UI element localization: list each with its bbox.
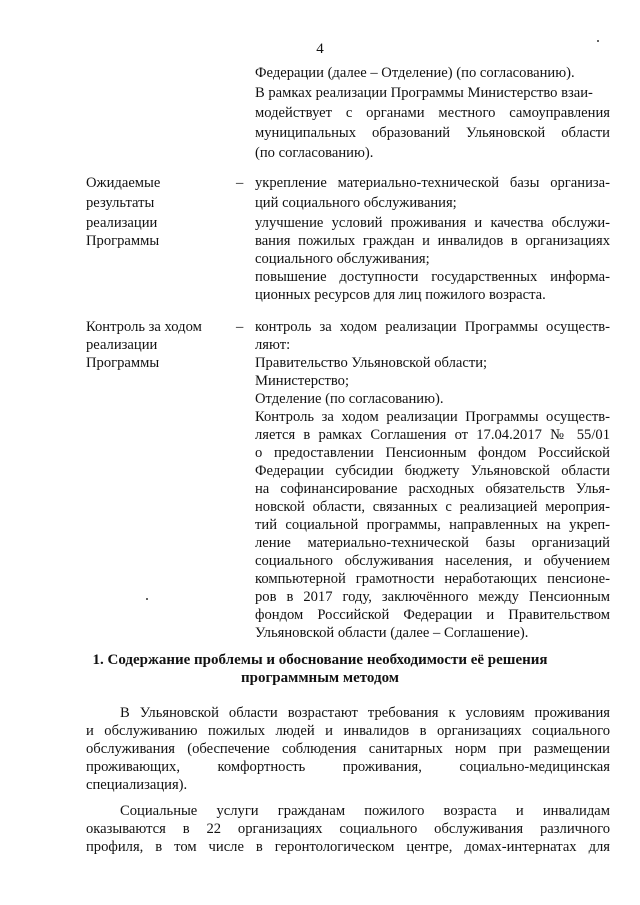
row-text-line: Контроль за ходом реализации Программы осуществ-: [255, 409, 610, 425]
row-text-line: ляют:: [255, 337, 291, 353]
row-label: реализации: [86, 215, 158, 231]
row-text-line: компьютерной грамотности неработающих пенсионе-: [255, 571, 610, 587]
body-line: обслуживания (обеспечение соблюдения санитарных норм при размещении: [86, 741, 610, 757]
body-line: В Ульяновской области возрастают требования к условиям проживания: [120, 705, 610, 721]
scan-speck: [597, 40, 599, 42]
row-dash: –: [236, 319, 244, 335]
body-line: специализация).: [86, 777, 188, 793]
row-text-line: социального обслуживания населения, и обучением: [255, 553, 610, 569]
body-line: оказываются в 22 организациях социального обслуживания различного: [86, 821, 610, 837]
intro-line: Федерации (далее – Отделение) (по согласованию).: [255, 65, 575, 81]
row-text-line: ление материально-технической базы организаций: [255, 535, 610, 551]
row-text-line: повышение доступности государственных информа-: [255, 269, 610, 285]
body-line: профиля, в том числе в геронтологическом центре, домах-интернатах для: [86, 839, 610, 855]
intro-line: (по согласованию).: [255, 145, 374, 161]
row-label: Ожидаемые: [86, 175, 161, 191]
row-text-line: Министерство;: [255, 373, 350, 389]
row-label: Программы: [86, 233, 160, 249]
row-text-line: на софинансирование расходных обязательств Улья-: [255, 481, 610, 497]
row-text-line: Федерации субсидии бюджету Ульяновской области: [255, 463, 610, 479]
row-label: Программы: [86, 355, 160, 371]
intro-line: модействует с органами местного самоуправления: [255, 105, 610, 121]
row-dash: –: [236, 175, 244, 191]
row-label: реализации: [86, 337, 158, 353]
row-text-line: фондом Российской Федерации и Правительством: [255, 607, 610, 623]
row-text-line: ционных ресурсов для лиц пожилого возраста.: [255, 287, 546, 303]
row-text-line: о предоставлении Пенсионным фондом Российской: [255, 445, 610, 461]
row-text-line: социального обслуживания;: [255, 251, 430, 267]
row-text-line: ляется в рамках Соглашения от 17.04.2017 № 55/01: [255, 427, 610, 443]
row-text-line: Отделение (по согласованию).: [255, 391, 444, 407]
row-text-line: укрепление материально-технической базы организа-: [255, 175, 610, 191]
row-label: Контроль за ходом: [86, 319, 202, 335]
row-text-line: контроль за ходом реализации Программы осуществ-: [255, 319, 610, 335]
row-text-line: Ульяновской области (далее – Соглашение).: [255, 625, 529, 641]
intro-line: В рамках реализации Программы Министерство взаи-: [255, 85, 593, 101]
row-label: результаты: [86, 195, 155, 211]
row-text-line: Правительство Ульяновской области;: [255, 355, 488, 371]
row-text-line: улучшение условий проживания и качества обслужи-: [255, 215, 610, 231]
section-heading: программным методом: [240, 670, 400, 686]
row-text-line: тий социальной программы, направленных на укреп-: [255, 517, 610, 533]
page-number: 4: [316, 41, 324, 57]
scan-speck: [146, 598, 148, 600]
row-text-line: ций социального обслуживания;: [255, 195, 457, 211]
row-text-line: ров в 2017 году, заключённого между Пенсионным: [255, 589, 610, 605]
row-text-line: новской области, связанных с реализацией мероприя-: [255, 499, 610, 515]
section-heading: 1. Содержание проблемы и обоснование необходимости её решения: [92, 652, 548, 668]
body-line: проживающих, комфортность проживания, социально-медицинская: [86, 759, 610, 775]
row-text-line: вания пожилых граждан и инвалидов в организациях: [255, 233, 610, 249]
body-line: и обслуживанию пожилых людей и инвалидов в организациях социального: [86, 723, 610, 739]
intro-line: муниципальных образований Ульяновской области: [255, 125, 610, 141]
body-line: Социальные услуги гражданам пожилого возраста и инвалидам: [120, 803, 610, 819]
